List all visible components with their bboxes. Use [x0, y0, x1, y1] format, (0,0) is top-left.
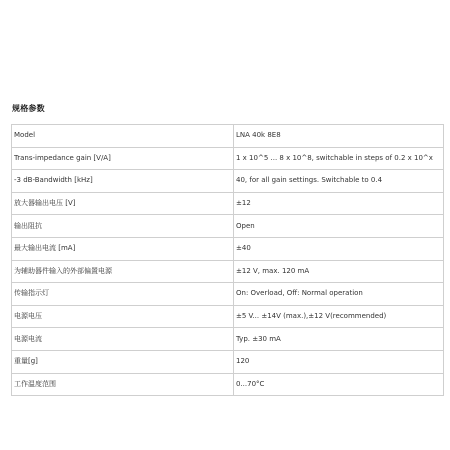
row-value: ±12 V, max. 120 mA — [234, 260, 444, 283]
row-label: 放大器输出电压 [V] — [12, 192, 234, 215]
table-row — [12, 373, 444, 396]
row-label: 电源电压 — [12, 305, 234, 328]
row-value: ±5 V... ±14V (max.),±12 V(recommended) — [234, 305, 444, 328]
row-label: Model — [12, 125, 234, 148]
table-row — [12, 192, 444, 215]
row-label: Trans-impedance gain [V/A] — [12, 147, 234, 170]
row-value: ±40 — [234, 237, 444, 260]
row-value: 0...70°C — [234, 373, 444, 396]
row-value: Open — [234, 215, 444, 238]
row-value: 40, for all gain settings. Switchable to 0.4 — [234, 170, 444, 193]
section-heading: 规格参数 — [12, 104, 45, 113]
table-row — [12, 328, 444, 351]
table-row — [12, 283, 444, 306]
row-value: ±12 — [234, 192, 444, 215]
row-label: 重量[g] — [12, 350, 234, 373]
row-label: 输出阻抗 — [12, 215, 234, 238]
row-label: 最大输出电流 [mA] — [12, 237, 234, 260]
table-row — [12, 147, 444, 170]
table-row — [12, 305, 444, 328]
row-label: 传输指示灯 — [12, 283, 234, 306]
row-value: Typ. ±30 mA — [234, 328, 444, 351]
row-value: LNA 40k 8E8 — [234, 125, 444, 148]
row-label: 电源电流 — [12, 328, 234, 351]
table-row — [12, 215, 444, 238]
row-label: 工作温度范围 — [12, 373, 234, 396]
row-value: 120 — [234, 350, 444, 373]
table-row — [12, 350, 444, 373]
row-label: -3 dB-Bandwidth [kHz] — [12, 170, 234, 193]
row-label: 为辅助器件输入的外部偏置电源 — [12, 260, 234, 283]
table-row — [12, 260, 444, 283]
table-row — [12, 237, 444, 260]
spec-table — [11, 124, 444, 396]
row-value: On: Overload, Off: Normal operation — [234, 283, 444, 306]
row-value: 1 x 10^5 ... 8 x 10^8, switchable in steps of 0.2 x 10^x — [234, 147, 444, 170]
table-row — [12, 125, 444, 148]
table-row — [12, 170, 444, 193]
